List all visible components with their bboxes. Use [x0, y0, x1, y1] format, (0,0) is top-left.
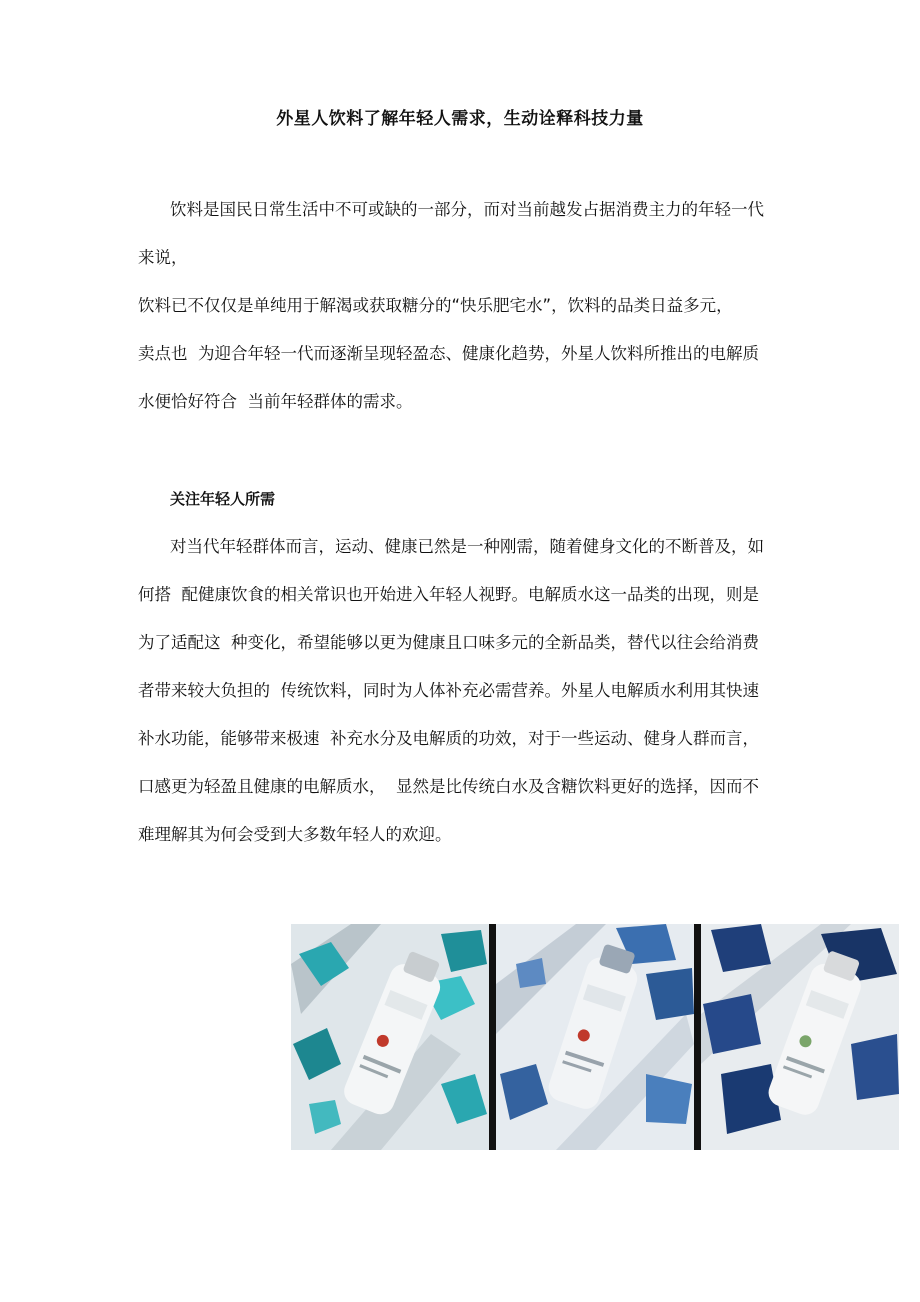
section-line: 难理解其为何会受到大多数年轻人的欢迎。 — [138, 825, 452, 844]
page-title: 外星人饮料了解年轻人需求，生动诠释科技力量 — [276, 109, 644, 129]
intro-line: 卖点也 为迎合年轻一代而逐渐呈现轻盈态、健康化趋势，外星人饮料所推出的电解质 — [138, 344, 759, 363]
photo-divider — [489, 924, 496, 1150]
product-photo-teal — [291, 924, 489, 1150]
photo-divider — [694, 924, 701, 1150]
intro-line: 饮料已不仅仅是单纯用于解渴或获取糖分的“快乐肥宅水”，饮料的品类日益多元， — [138, 296, 733, 315]
section-line: 口感更为轻盈且健康的电解质水， 显然是比传统白水及含糖饮料更好的选择，因而不 — [138, 777, 759, 796]
intro-line: 来说， — [138, 248, 188, 267]
section-line: 何搭 配健康饮食的相关常识也开始进入年轻人视野。电解质水这一品类的出现，则是 — [138, 585, 759, 604]
intro-line: 饮料是国民日常生活中不可或缺的一部分，而对当前越发占据消费主力的年轻一代 — [170, 200, 764, 219]
intro-line: 水便恰好符合 当前年轻群体的需求。 — [138, 392, 413, 411]
section-line: 为了适配这 种变化，希望能够以更为健康且口味多元的全新品类，替代以往会给消费 — [138, 633, 759, 652]
product-photo-navy — [701, 924, 899, 1150]
section-line: 对当代年轻群体而言，运动、健康已然是一种刚需，随着健身文化的不断普及，如 — [170, 537, 764, 556]
section-line: 补水功能，能够带来极速 补充水分及电解质的功效，对于一些运动、健身人群而言， — [138, 729, 759, 748]
section-line: 者带来较大负担的 传统饮料，同时为人体补充必需营养。外星人电解质水利用其快速 — [138, 681, 759, 700]
product-photo-blue — [496, 924, 694, 1150]
section-heading: 关注年轻人所需 — [170, 490, 276, 508]
product-photo-strip — [291, 924, 899, 1150]
